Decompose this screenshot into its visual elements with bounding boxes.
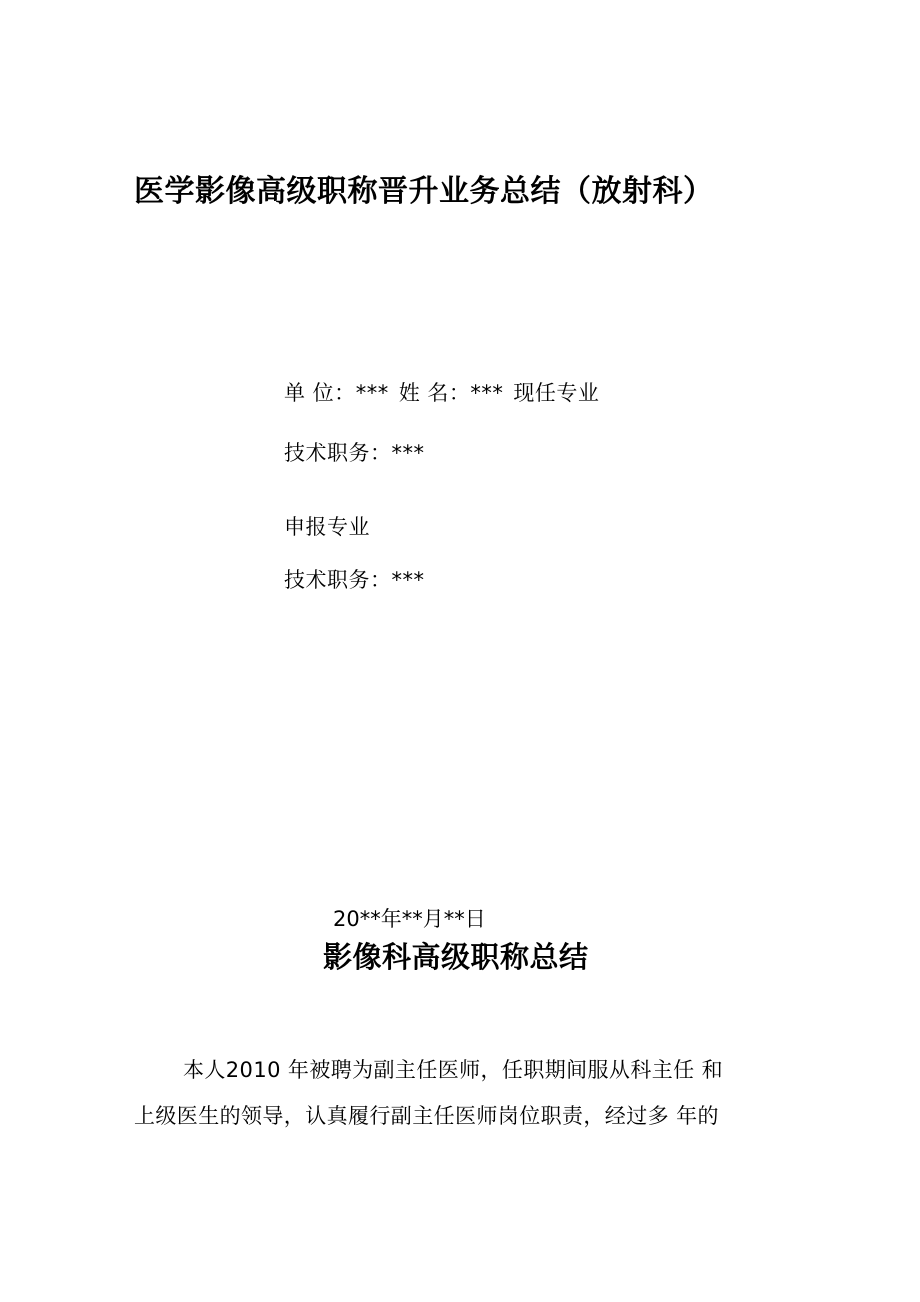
name-label: 姓 名：	[398, 381, 471, 405]
current-position-label: 技术职务：	[284, 441, 392, 465]
document-title: 医学影像高级职称晋升业务总结（放射科）	[134, 174, 714, 209]
document-date: 20**年**月**日	[333, 907, 486, 931]
unit-label: 单 位：	[284, 381, 356, 405]
apply-position-line	[284, 564, 425, 594]
paragraph-line: 本人2010 年被聘为副主任医师，任职期间服从科主任 和	[183, 1058, 723, 1082]
apply-position-label: 技术职务：	[284, 568, 392, 592]
unit-name-line	[284, 377, 599, 407]
section-title: 影像科高级职称总结	[323, 940, 589, 974]
apply-specialty-line	[284, 511, 370, 541]
unit-value: ***	[355, 381, 389, 405]
paragraph-line: 上级医生的领导，认真履行副主任医师岗位职责，经过多 年的	[134, 1104, 719, 1128]
current-position-value: ***	[391, 441, 425, 465]
apply-position-value: ***	[391, 568, 425, 592]
name-value: ***	[470, 381, 504, 405]
apply-specialty-label: 申报专业	[284, 515, 370, 539]
current-position-line	[284, 437, 425, 467]
current-specialty-label: 现任专业	[513, 381, 600, 405]
